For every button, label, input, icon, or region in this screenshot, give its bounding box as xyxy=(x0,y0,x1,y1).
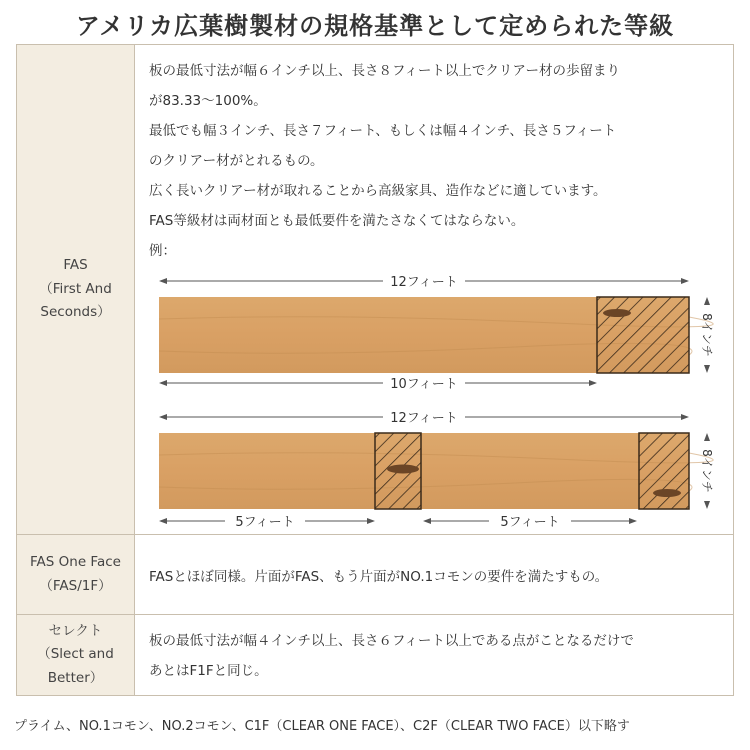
defect-area xyxy=(375,433,421,509)
fas-label-line: FAS xyxy=(63,257,88,274)
fas-label-line: Seconds） xyxy=(40,304,111,321)
length-label-12ft: 12フィート xyxy=(390,411,458,426)
board-diagram-1 xyxy=(159,275,714,392)
defect-area xyxy=(597,297,689,373)
fas-text-line: FAS等級材は両材面とも最低要件を満たさなくてはならない。 xyxy=(149,213,525,229)
grade-table xyxy=(16,44,734,696)
fas1f-label-line: FAS One Face xyxy=(30,553,121,570)
select-text-line: あとはF1Fと同じ。 xyxy=(149,663,268,679)
fas-label-line: （First And xyxy=(39,280,112,297)
fas1f-label-line: （FAS/1F） xyxy=(39,577,112,594)
length-label-5ft: 5フィート xyxy=(500,515,560,529)
length-label-10ft: 10フィート xyxy=(390,377,458,392)
fas-content xyxy=(135,45,733,534)
fas-text-line: のクリアー材がとれるもの。 xyxy=(149,153,324,169)
fas-text-line: 最低でも幅３インチ、長さ７フィート、もしくは幅４インチ、長さ５フィート xyxy=(149,123,617,139)
fas-row xyxy=(17,45,733,535)
select-text-line: 板の最低寸法が幅４インチ以上、長さ６フィート以上である点がことなるだけで xyxy=(149,633,634,649)
fas1f-text: FASとほぼ同様。片面がFAS、もう片面がNO.1コモンの要件を満たすもの。 xyxy=(149,569,609,585)
width-label-8in: 8インチ xyxy=(700,449,714,493)
wood-board xyxy=(159,433,689,509)
width-label-8in: 8インチ xyxy=(700,313,714,357)
fas-text-line: 板の最低寸法が幅６インチ以上、長さ８フィート以上でクリアー材の歩留まり xyxy=(149,63,621,79)
fas1f-row xyxy=(17,535,733,615)
length-label-12ft: 12フィート xyxy=(390,275,458,290)
fas-text-line: が83.33～100%。 xyxy=(149,93,267,109)
select-row xyxy=(17,615,733,695)
board-diagrams xyxy=(135,267,733,529)
fas1f-label xyxy=(17,535,135,614)
dimension-arrow xyxy=(159,380,597,386)
fas1f-content xyxy=(135,535,733,614)
page-title: アメリカ広葉樹製材の規格基準として定められた等級 xyxy=(75,12,675,40)
defect-area xyxy=(639,433,689,509)
board-diagram-2 xyxy=(159,411,714,529)
length-label-5ft: 5フィート xyxy=(235,515,295,529)
fas-label xyxy=(17,45,135,534)
fas-text-line: 広く長いクリアー材が取れることから高級家具、造作などに適しています。 xyxy=(149,183,607,199)
select-label-line: セレクト xyxy=(48,622,103,639)
select-content xyxy=(135,615,733,695)
fas-text-line: 例： xyxy=(149,243,176,259)
select-label-line: Better） xyxy=(47,669,104,686)
footer-note: プライム、NO.1コモン、NO.2コモン、C1F（CLEAR ONE FACE）、C2F（CLEAR TWO FACE）以下略す xyxy=(14,719,630,734)
select-label-line: （Slect and xyxy=(37,646,114,663)
select-label xyxy=(17,615,135,695)
